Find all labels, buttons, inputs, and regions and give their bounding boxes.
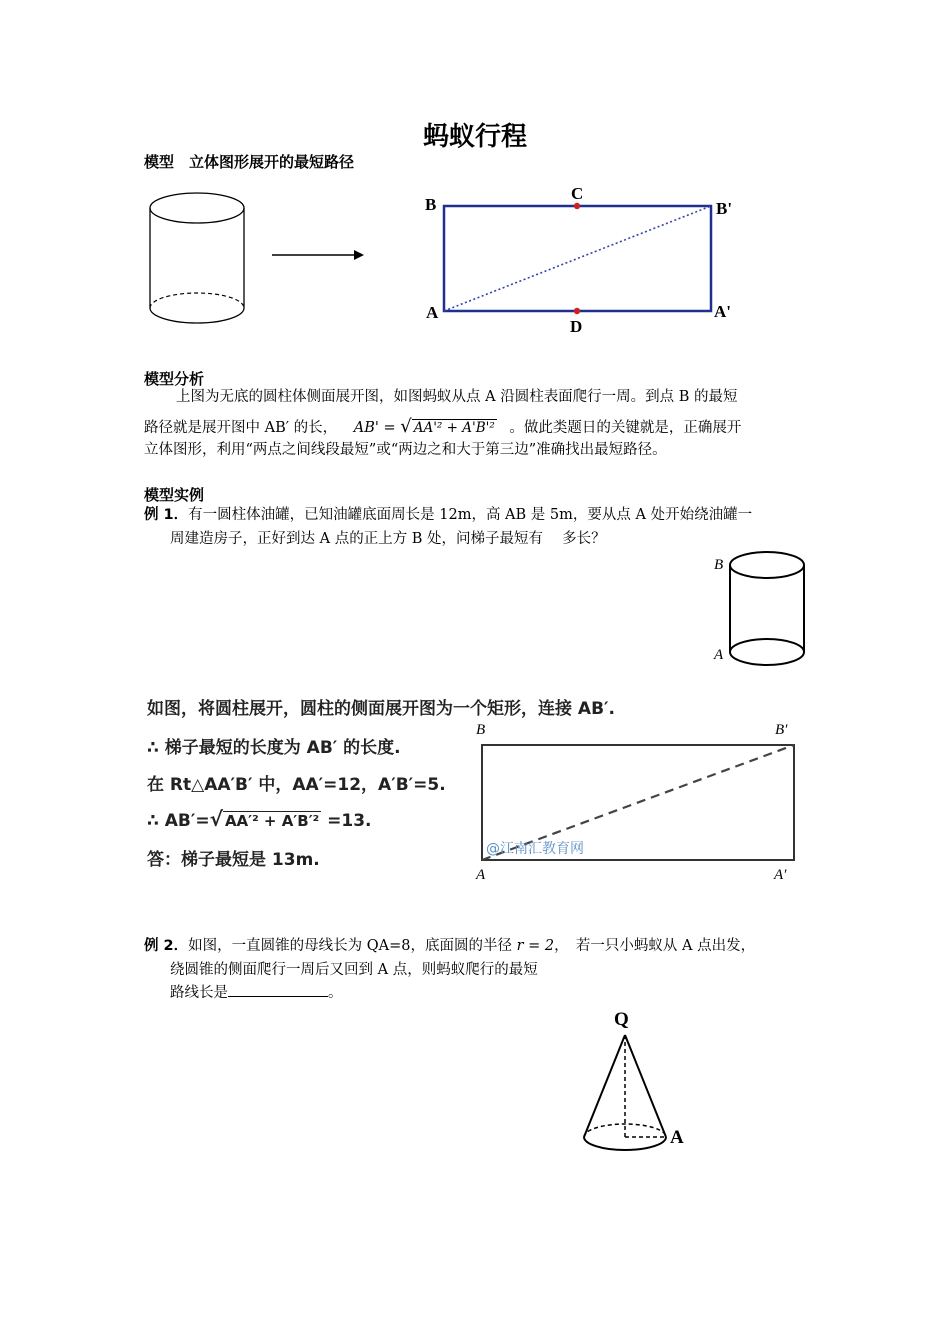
solution1-label-a-prime: A′ bbox=[774, 867, 787, 883]
example1-cylinder-figure bbox=[725, 548, 815, 673]
example1-line-1: 例 1．有一圆柱体油罐，已知油罐底面周长是 12m，高 AB 是 5m，要从点 A 处开始绕油罐一 bbox=[144, 507, 753, 523]
formula-radicand: AA'² + A'B'² bbox=[413, 420, 495, 436]
right-arrow-icon bbox=[270, 248, 370, 262]
solution1-line-4: ∴ AB′=√ AA′² + A′B′² =13. bbox=[147, 807, 372, 831]
solution1-label-b-prime: B′ bbox=[775, 722, 788, 738]
solution1-label-b: B bbox=[476, 722, 486, 738]
example1-label-b: B bbox=[714, 557, 724, 573]
example2-r-expr: r = 2 bbox=[516, 938, 555, 954]
label-a: A bbox=[426, 303, 439, 322]
analysis-line-3: 立体图形，利用“两点之间线段最短”或“两边之和大于第三边”准确找出最短路径。 bbox=[144, 442, 667, 458]
page-title: 蚂蚁行程 bbox=[422, 122, 527, 152]
solution1-label-a: A bbox=[476, 867, 486, 883]
label-c: C bbox=[571, 184, 584, 203]
solution1-line-5: 答：梯子最短是 13m. bbox=[147, 850, 320, 870]
example2-line-2: 绕圆锥的侧面爬行一周后又回到 A 点，则蚂蚁爬行的最短 bbox=[170, 962, 538, 978]
cone-figure bbox=[575, 1030, 685, 1160]
label-a-prime: A' bbox=[714, 302, 731, 321]
cone-label-a: A bbox=[670, 1127, 684, 1148]
example2-line-1: 例 2．如图，一直圆锥的母线长为 QA=8，底面圆的半径 r = 2， 若一只小蚂蚁从 A 点出发， bbox=[144, 938, 756, 954]
example1-label: 例 1． bbox=[144, 507, 189, 523]
cone-label-q: Q bbox=[614, 1009, 629, 1030]
analysis-line-2: 路径就是展开图中 AB′ 的长， AB' = √ AA'² + A'B'² 。做此类题日的关键就是，正确展开 bbox=[144, 416, 742, 437]
examples-heading: 模型实例 bbox=[144, 486, 205, 504]
label-d: D bbox=[570, 317, 583, 336]
solution1-radicand: AA′² + A′B′² bbox=[224, 812, 320, 830]
model-heading: 模型 立体图形展开的最短路径 bbox=[144, 153, 355, 171]
solution1-line-1: 如图，将圆柱展开，圆柱的侧面展开图为一个矩形，连接 AB′. bbox=[147, 699, 615, 719]
label-b: B bbox=[425, 195, 437, 214]
unfolded-rectangle-figure bbox=[420, 180, 750, 340]
formula-lhs: AB' = bbox=[353, 420, 401, 436]
analysis-line-1: 上图为无底的圆柱体侧面展开图，如图蚂蚁从点 A 沿圆柱表面爬行一周。到点 B 的最短 bbox=[176, 389, 738, 405]
solution1-line-3: 在 Rt△AA′B′ 中，AA′=12，A′B′=5. bbox=[147, 775, 446, 795]
analysis-line-2-post: 。做此类题日的关键就是，正确展开 bbox=[509, 420, 742, 436]
analysis-line-2-pre: 路径就是展开图中 AB′ 的长， bbox=[144, 420, 338, 436]
example2-label: 例 2． bbox=[144, 938, 189, 954]
analysis-heading: 模型分析 bbox=[144, 370, 205, 388]
label-b-prime: B' bbox=[716, 199, 733, 218]
example2-line-3: 路线长是 。 bbox=[170, 980, 343, 1006]
answer-blank[interactable] bbox=[228, 982, 328, 997]
example1-label-a: A bbox=[714, 647, 724, 663]
example1-line-2: 周建造房子，正好到达 A 点的正上方 B 处，问梯子最短有 多长？ bbox=[170, 531, 606, 547]
watermark: @江南汇教育网 bbox=[486, 841, 584, 857]
solution1-line-2: ∴ 梯子最短的长度为 AB′ 的长度. bbox=[147, 738, 401, 758]
